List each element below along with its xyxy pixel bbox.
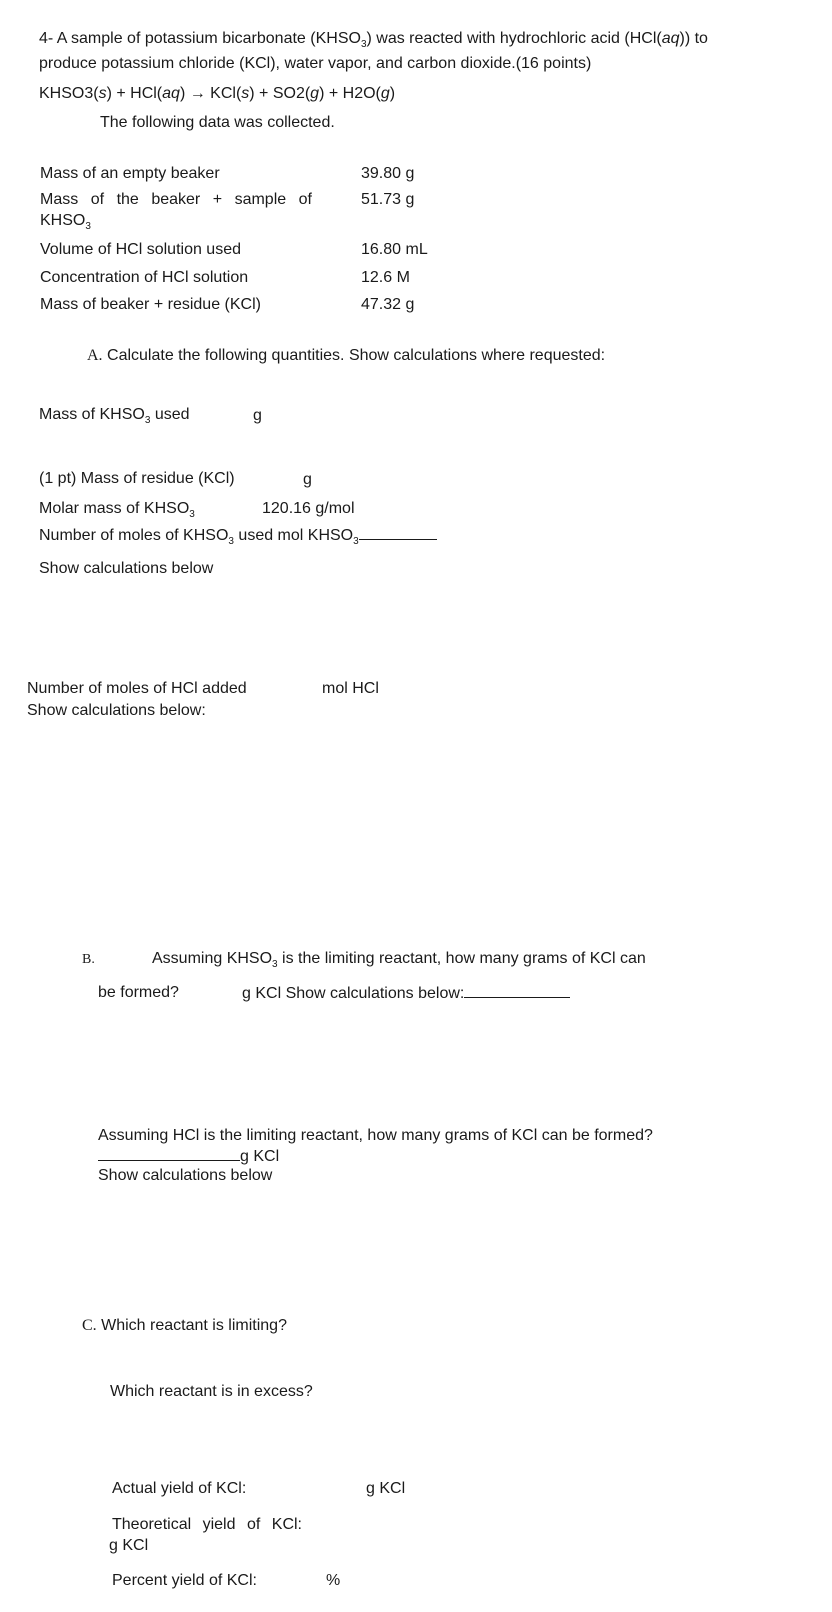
moles-khso3-answer-blank[interactable] (359, 525, 437, 540)
molar-mass-subscript: 3 (189, 509, 195, 520)
row1-value: 39.80 g (361, 165, 415, 182)
molar-mass-value: 120.16 g/mol (262, 500, 355, 517)
mass-khso3-line (39, 405, 190, 425)
equation-part: ) + H2O( (319, 85, 381, 102)
intro-text: ) was reacted with hydrochloric acid (HCl( (366, 30, 662, 47)
show-calc-1: Show calculations below (39, 560, 214, 577)
moles-khso3-subscript: 3 (228, 536, 234, 547)
row3-value: 16.80 mL (361, 241, 428, 258)
row3-label: Volume of HCl solution used (40, 241, 241, 258)
equation-part: ) (389, 85, 396, 102)
row2-label-line2 (40, 211, 91, 231)
part-b-q2: Assuming HCl is the limiting reactant, how many grams of KCl can be formed? (98, 1127, 653, 1144)
part-c-limiting (82, 1316, 287, 1336)
equation-state: g (380, 85, 390, 102)
mass-khso3-subscript: 3 (144, 415, 151, 426)
part-b-q2-answer (98, 1146, 279, 1167)
part-b-q1-unit (242, 983, 570, 1004)
equation-part: ) + HCl( (106, 85, 163, 102)
row2-label (40, 190, 312, 210)
equation-state: aq (162, 85, 180, 102)
molar-mass-line (39, 499, 195, 519)
actual-yield-label: Actual yield of KCl: (112, 1480, 247, 1497)
equation-part: ) → KCl( (179, 85, 242, 102)
row2-label-subscript: 3 (85, 221, 91, 232)
equation-state: s (98, 85, 107, 102)
moles-khso3-text: Number of moles of KHSO (39, 527, 229, 544)
part-c-letter: C. (82, 1317, 97, 1334)
row4-label: Concentration of HCl solution (40, 269, 249, 286)
intro-text: )) to (679, 30, 708, 47)
data-note: The following data was collected. (100, 114, 335, 131)
part-b-letter: B. (82, 952, 95, 967)
equation-part: KHSO3( (39, 85, 99, 102)
part-b-q1-text: is the limiting reactant, how many grams of KCl can (277, 950, 646, 967)
residue-line: (1 pt) Mass of residue (KCl) (39, 470, 235, 487)
actual-yield-unit: g KCl (366, 1480, 406, 1497)
part-b-q2-answer-blank[interactable] (98, 1146, 240, 1161)
intro-subscript: 3 (360, 39, 367, 50)
moles-hcl-unit: mol HCl (322, 680, 379, 697)
theoretical-yield-unit: g KCl (109, 1537, 149, 1554)
moles-khso3-line (39, 525, 437, 546)
row5-value: 47.32 g (361, 296, 415, 313)
intro-italic: aq (661, 30, 680, 47)
part-b-q1-text: Assuming KHSO (152, 950, 273, 967)
part-a-heading (87, 346, 605, 366)
residue-unit: g (303, 471, 312, 488)
part-b-q1-unit-text: g KCl Show calculations below: (242, 985, 465, 1002)
part-a-instruction: Calculate the following quantities. Show calculations where requested: (107, 347, 606, 364)
percent-yield-label: Percent yield of KCl: (112, 1572, 257, 1589)
question-intro-line-1 (39, 29, 708, 49)
percent-yield-unit: % (326, 1572, 341, 1589)
part-a-letter: A. (87, 347, 103, 364)
show-calc-2: Show calculations below: (27, 702, 206, 719)
row1-label: Mass of an empty beaker (40, 165, 220, 182)
theoretical-yield-label (112, 1515, 302, 1535)
moles-hcl-line: Number of moles of HCl added (27, 680, 247, 697)
mass-khso3-unit: g (253, 407, 262, 424)
question-intro-line-2: produce potassium chloride (KCl), water vapor, and carbon dioxide.(16 points) (39, 55, 592, 72)
part-b-q2-show: Show calculations below (98, 1167, 273, 1184)
equation-part: ) + SO2( (249, 85, 311, 102)
equation-state: g (310, 85, 320, 102)
mass-khso3-text: used (150, 406, 190, 423)
part-b-q2-unit: g KCl (240, 1148, 280, 1165)
row5-label: Mass of beaker + residue (KCl) (40, 296, 261, 313)
row4-value: 12.6 M (361, 269, 410, 286)
equation-state: s (241, 85, 250, 102)
part-c-excess: Which reactant is in excess? (110, 1383, 313, 1400)
row2-value: 51.73 g (361, 191, 415, 208)
theoretical-yield-text: Theoretical yield of KCl: (112, 1516, 302, 1533)
part-b-q1-subscript: 3 (272, 959, 278, 970)
moles-khso3-subscript: 3 (353, 536, 359, 547)
part-b-q1-answer-blank[interactable] (464, 983, 570, 998)
chemical-equation (39, 84, 395, 104)
moles-khso3-text: used mol KHSO (233, 527, 354, 544)
part-b-q1-line-2: be formed? (98, 984, 179, 1001)
part-b-q1-line-1 (152, 949, 646, 969)
mass-khso3-text: Mass of KHSO (39, 406, 145, 423)
row2-label-text: KHSO (40, 212, 86, 229)
part-c-limiting-question: Which reactant is limiting? (101, 1317, 287, 1334)
intro-text: 4- A sample of potassium bicarbonate (KHSO (39, 30, 361, 47)
molar-mass-text: Molar mass of KHSO (39, 500, 190, 517)
row2-label-text: Mass of the beaker + sample of (40, 191, 312, 208)
